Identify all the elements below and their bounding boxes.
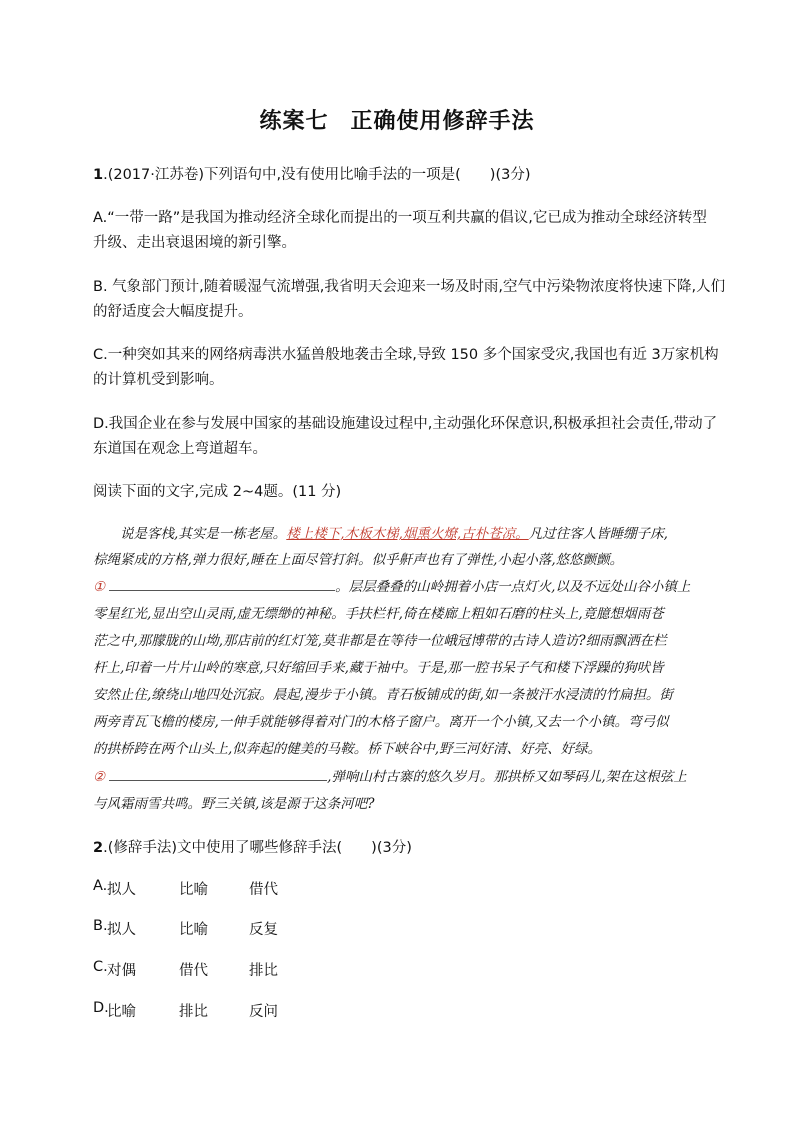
q2-option-letter: D. (93, 1000, 109, 1016)
q1-option-d-line2: 东道国在观念上弯道超车。 (93, 441, 267, 457)
passage-l10-text: ,弹响山村古寨的悠久岁月。那拱桥又如琴码儿,架在这根弦上 (327, 769, 687, 785)
q1-stem-text: .(2017·江苏卷)下列语句中,没有使用比喻手法的一项是( )(3分) (103, 167, 531, 183)
q2-option-term: 排比 (249, 963, 278, 979)
blank-2-line (109, 779, 327, 781)
passage-line-9: 的拱桥跨在两个山头上,似奔起的健美的马鞍。桥下峡谷中,野三河好清、好亮、好绿。 (93, 741, 602, 757)
passage-line-7: 安然止住,缭绕山地四处沉寂。晨起,漫步于小镇。青石板铺成的街,如一条被汗水浸渍的竹扁担。街 (93, 687, 673, 703)
title-part2: 正确使用修辞手法 (350, 109, 535, 134)
q2-number: 2 (93, 840, 104, 856)
blank-2-marker: ② (93, 769, 106, 785)
q2-option-term: 排比 (179, 1004, 208, 1020)
passage-line-4: 零星红光,显出空山灵雨,虚无缥缈的神秘。手扶栏杆,倚在楼廊上粗如石磨的柱头上,竟臆想烟雨苍 (93, 606, 664, 622)
q1-option-a-line1: A.“一带一路”是我国为推动经济全球化而提出的一项互利共赢的倡议,它已成为推动全球经济转型 (93, 210, 707, 226)
blank-1-marker: ① (93, 579, 106, 595)
q2-option-term: 比喻 (179, 922, 208, 938)
passage-l1-start: 说是客栈,其实是一栋老屋。 (120, 526, 287, 542)
passage-underlined-sentence: 楼上楼下,木板木梯,烟熏火燎,古朴苍凉。 (286, 526, 529, 542)
reading-intro: 阅读下面的文字,完成 2~4题。(11 分) (93, 484, 342, 500)
q2-option-letter: B. (93, 918, 108, 934)
q2-option-term: 拟人 (107, 922, 136, 938)
q2-option-term: 反复 (249, 922, 278, 938)
q1-option-a-line2: 升级、走出衰退困境的新引擎。 (93, 235, 296, 251)
passage-line-5: 茫之中,那朦胧的山坳,那店前的红灯笼,莫非都是在等待一位峨冠博带的古诗人造访?细雨飘洒在栏 (93, 633, 667, 649)
q1-number: 1 (93, 167, 104, 183)
q2-option-term: 比喻 (179, 882, 208, 898)
q2-stem (93, 836, 412, 857)
q1-option-b-line1: B. 气象部门预计,随着暖湿气流增强,我省明天会迎来一场及时雨,空气中污染物浓度将快速下降,人们 (93, 279, 726, 295)
q2-option-term: 借代 (179, 963, 208, 979)
q2-option-term: 反问 (249, 1004, 278, 1020)
passage-l1-end: 凡过往客人皆睡绷子床, (528, 526, 668, 542)
passage-line-1 (120, 522, 726, 542)
q2-option-term: 比喻 (107, 1004, 136, 1020)
q2-option-term: 借代 (249, 882, 278, 898)
q1-option-d-line1: D.我国企业在参与发展中国家的基础设施建设过程中,主动强化环保意识,积极承担社会责任,带动了 (93, 416, 718, 432)
passage-line-8: 两旁青瓦飞檐的楼房,一伸手就能够得着对门的木格子窗户。离开一个小镇,又去一个小镇。弯弓似 (93, 714, 669, 730)
q2-stem-text: .(修辞手法)文中使用了哪些修辞手法( )(3分) (103, 840, 412, 856)
q2-option-term: 拟人 (107, 882, 136, 898)
passage-l3-text: 。层层叠叠的山岭拥着小店一点灯火,以及不远处山谷小镇上 (335, 579, 691, 595)
passage-line-11: 与风霜雨雪共鸣。野三关镇,该是源于这条河吧? (93, 796, 375, 812)
passage-line-6: 杆上,印着一片片山岭的寒意,只好缩回手来,藏于袖中。于是,那一腔书呆子气和楼下浮躁的狗吠皆 (93, 660, 664, 676)
q1-option-b-line2: 的舒适度会大幅度提升。 (93, 304, 253, 320)
q2-option-letter: A. (93, 878, 108, 894)
q2-option-term: 对偶 (107, 963, 136, 979)
page-title (0, 104, 794, 135)
q1-option-c-line2: 的计算机受到影响。 (93, 372, 224, 388)
passage-line-2: 棕绳紧成的方格,弹力很好,睡在上面尽管打斜。似乎鼾声也有了弹性,小起小落,悠悠颤颤。 (93, 552, 624, 568)
q1-stem (93, 163, 531, 184)
passage-line-10 (93, 765, 699, 785)
blank-1-line (109, 589, 335, 591)
q1-option-c-line1: C.一种突如其来的网络病毒洪水猛兽般地袭击全球,导致 150 多个国家受灾,我国也有近 3万家机构 (93, 347, 719, 363)
q2-option-letter: C. (93, 959, 108, 975)
title-part1: 练案七 (259, 109, 329, 134)
passage-line-3 (93, 575, 699, 595)
